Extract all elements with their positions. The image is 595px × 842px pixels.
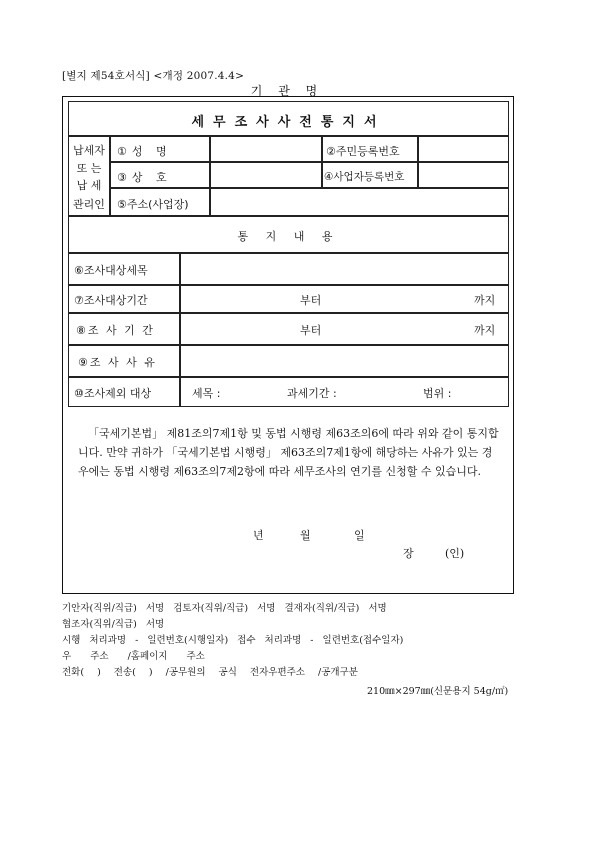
footer-address-line: 우 주소 /홈페이지 주소 — [62, 651, 205, 662]
audit-target-period-to: 까지 — [474, 294, 496, 307]
audit-reason-label: ⑨조 사 사 유 — [78, 356, 157, 369]
audit-target-period-value-field[interactable] — [180, 285, 509, 313]
name-label: ①성 명 — [117, 145, 172, 158]
trade-name-value-field[interactable] — [210, 162, 322, 188]
excluded-scope-label: 범위 : — [423, 387, 452, 400]
date-day: 일 — [354, 529, 365, 542]
audit-items-label: ⑥조사대상세목 — [74, 264, 148, 277]
audit-reason-value-field[interactable] — [180, 345, 509, 377]
form-identifier: [별지 제54호서식] <개정 2007.4.4> — [62, 70, 245, 82]
excluded-label: ⑩조사제외 대상 — [74, 387, 152, 400]
signature-title: 장 — [403, 547, 414, 560]
taxpayer-label-line-4: 관리인 — [73, 198, 105, 211]
audit-period-from: 부터 — [300, 324, 322, 337]
date-month: 월 — [300, 529, 311, 542]
paper-spec: 210㎜×297㎜(신문용지 54g/㎡) — [367, 686, 509, 697]
trade-name-label: ③상 호 — [117, 171, 172, 184]
audit-period-value-field[interactable] — [180, 313, 509, 345]
address-label: ⑤주소(사업장) — [117, 198, 189, 211]
notice-section-label: 통 지 내 용 — [237, 230, 340, 243]
audit-items-value-field[interactable] — [180, 253, 509, 285]
address-value-field[interactable] — [210, 188, 509, 216]
taxpayer-label-line-1: 납세자 — [73, 144, 105, 157]
taxpayer-label-line-3: 납 세 — [76, 179, 102, 192]
audit-target-period-from: 부터 — [300, 294, 322, 307]
notice-body-paragraph: 「국세기본법」 제81조의7제1항 및 동법 시행령 제63조의6에 따라 위와 같이 통지합니다. 만약 귀하가 「국세기본법 시행령」 제63조의7제1항에 해당하는 사유가 있는 경우에는 동법 시행령 제63조의7제2항에 따라 세무조사의 연기를 신청할 수 있습니다. — [78, 427, 499, 478]
footer-approval-line-2: 협조자(직위/직급) 서명 — [62, 619, 165, 630]
footer-enforcement-line: 시행 처리과명 - 일련번호(시행일자) 접수 처리과명 - 일련번호(접수일자) — [62, 635, 404, 646]
business-no-label: ④사업자등록번호 — [324, 171, 405, 183]
taxpayer-label-line-2: 또 는 — [76, 162, 102, 175]
seal-mark: (인) — [445, 547, 465, 560]
audit-target-period-label: ⑦조사대상기간 — [74, 294, 148, 307]
footer-approval-line-1: 기안자(직위/직급) 서명 검토자(직위/직급) 서명 결재자(직위/직급) 서명 — [62, 603, 387, 614]
excluded-value-field[interactable] — [180, 377, 509, 407]
form-title: 세무조사사전통지서 — [191, 115, 386, 130]
business-no-value-field[interactable] — [418, 162, 509, 188]
excluded-period-label: 과세기간 : — [287, 387, 337, 400]
footer-contact-line: 전화( ) 전송( ) /공무원의 공식 전자우편주소 /공개구분 — [62, 667, 358, 678]
resident-no-label: ②주민등록번호 — [326, 145, 400, 158]
audit-period-label: ⑧조 사 기 간 — [76, 324, 155, 337]
agency-name: 기 관 명 — [250, 84, 324, 98]
notice-body — [78, 424, 500, 481]
excluded-items-label: 세목 : — [192, 387, 221, 400]
name-value-field[interactable] — [210, 136, 322, 162]
date-year: 년 — [253, 529, 264, 542]
audit-period-to: 까지 — [474, 324, 496, 337]
resident-no-value-field[interactable] — [418, 136, 509, 162]
